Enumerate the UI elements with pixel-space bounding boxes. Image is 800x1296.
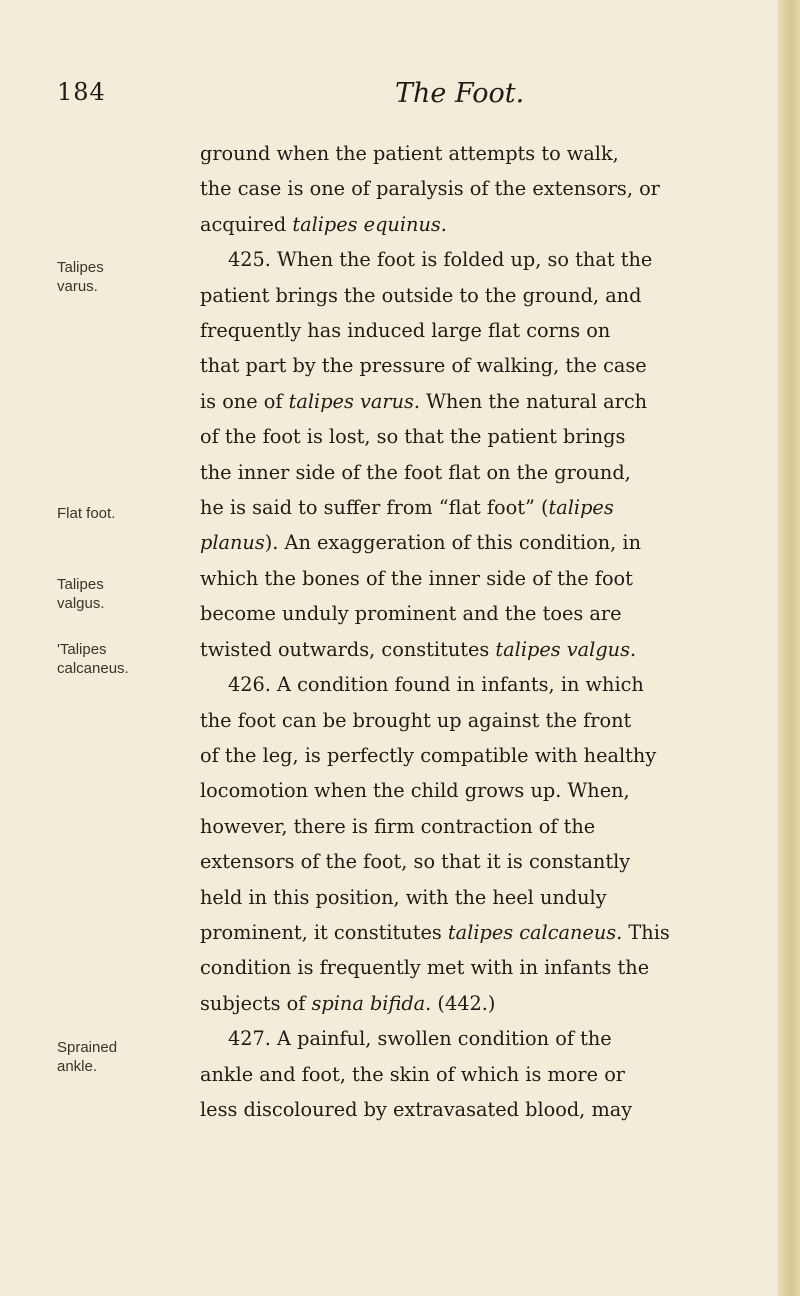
text-line: which the bones of the inner side of the foot [200, 566, 633, 590]
text-line: of the leg, is perfectly compatible with healthy [200, 743, 657, 767]
text-line: however, there is firm contraction of the [200, 814, 596, 838]
margin-note-flat-foot [57, 504, 147, 523]
text-line: ground when the patient attempts to walk, [200, 142, 619, 165]
text-line: frequently has induced large flat corns on [200, 319, 611, 343]
text-line: twisted outwards, constitutes talipes valgus. [200, 637, 637, 661]
margin-note-line: Talipes [57, 576, 104, 593]
margin-note-talipes-calcaneus [57, 640, 147, 678]
text-line: prominent, it constitutes talipes calcaneus. This [200, 920, 670, 944]
page-number: 184 [57, 78, 106, 106]
page-edge [778, 0, 800, 1296]
margin-note-line: Sprained [57, 1039, 118, 1056]
margin-note-talipes-varus [57, 258, 147, 296]
text-line: less discoloured by extravasated blood, may [200, 1097, 633, 1121]
text-line: condition is frequently met with in infants the [200, 956, 650, 980]
body-text [200, 136, 760, 1127]
text-line: 427. A painful, swollen condition of the [228, 1027, 612, 1051]
text-line: ankle and foot, the skin of which is more or [200, 1062, 626, 1086]
margin-note-line: valgus. [57, 595, 105, 612]
running-title: The Foot. [395, 78, 525, 109]
text-line: of the foot is lost, so that the patient brings [200, 425, 626, 449]
text-line: held in this position, with the heel unduly [200, 885, 607, 909]
margin-note-sprained-ankle [57, 1038, 147, 1076]
text-line: the case is one of paralysis of the extensors, or [200, 177, 660, 201]
text-line: planus). An exaggeration of this condition, in [200, 531, 642, 555]
text-line: patient brings the outside to the ground, and [200, 283, 642, 307]
margin-note-line: Talipes [57, 259, 104, 276]
margin-note-line: 'Talipes [57, 641, 107, 658]
text-line: the foot can be brought up against the front [200, 708, 632, 732]
text-line: 426. A condition found in infants, in which [228, 673, 644, 697]
margin-note-line: varus. [57, 278, 98, 295]
text-line: extensors of the foot, so that it is constantly [200, 850, 631, 874]
margin-note-line: ankle. [57, 1058, 98, 1075]
margin-note-line: calcaneus. [57, 660, 129, 677]
text-line: 425. When the foot is folded up, so that the [228, 248, 653, 272]
text-line: locomotion when the child grows up. When, [200, 779, 630, 803]
text-line: is one of talipes varus. When the natural arch [200, 389, 648, 413]
text-line: become unduly prominent and the toes are [200, 602, 622, 626]
text-line: subjects of spina bifida. (442.) [200, 991, 496, 1015]
margin-note-talipes-valgus [57, 575, 147, 613]
margin-note-line: Flat foot. [57, 505, 116, 522]
text-line: he is said to suffer from “flat foot” (talipes [200, 496, 614, 520]
text-line: that part by the pressure of walking, the case [200, 354, 647, 378]
text-line: the inner side of the foot flat on the ground, [200, 460, 631, 484]
text-line: acquired talipes equinus. [200, 212, 447, 236]
